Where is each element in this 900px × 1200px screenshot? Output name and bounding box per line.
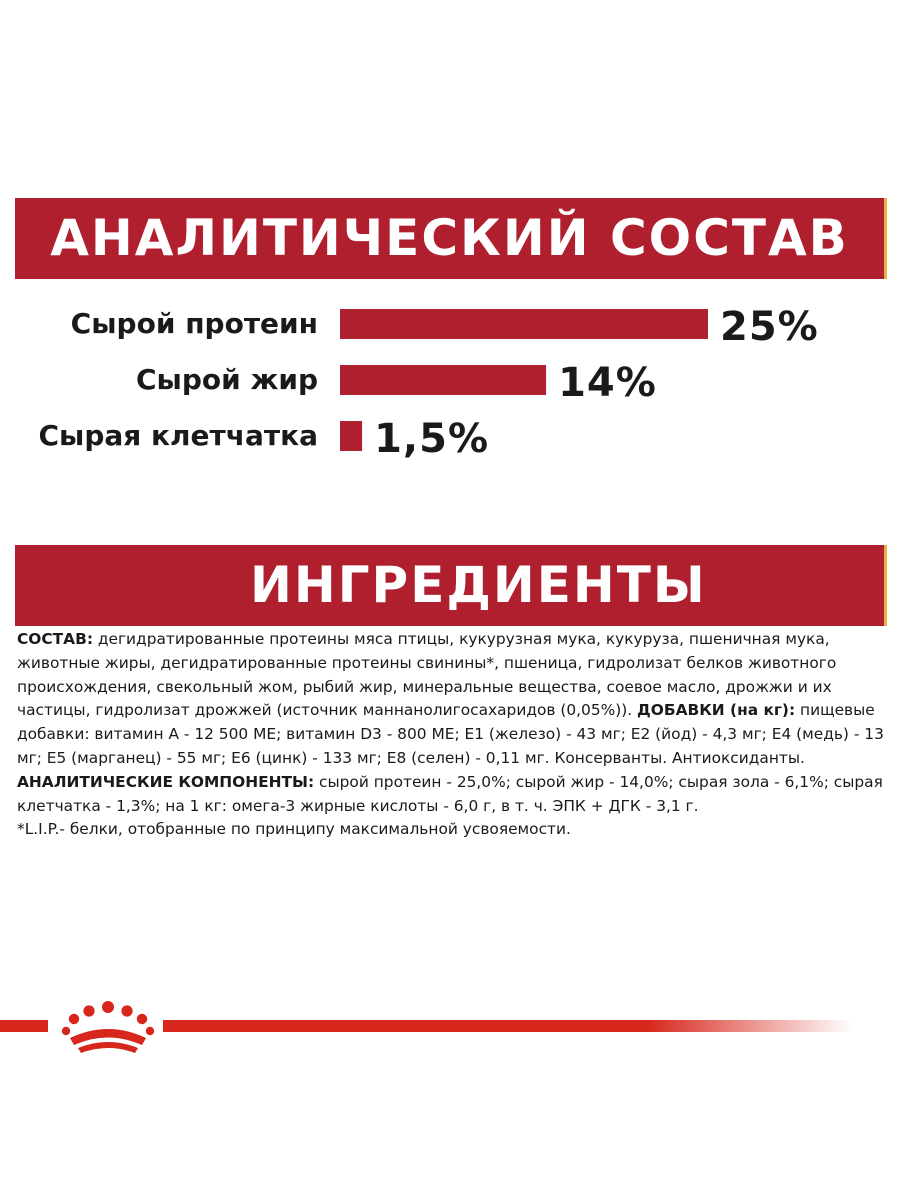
category-label-2: Сырой жир xyxy=(135,363,318,396)
additives-text: пищевые добавки: витамин А - 12 500 МЕ; витамин D3 - 800 МЕ; Е1 (железо) - 43 мг; Е2 (йод) - 4,3 мг; Е4 (медь) - 13 мг; Е5 (марганец) - 55 мг; Е6 (цинк) - 133 мг; Е8 (селен) - 0,11 мг. Консерванты. Антиоксиданты. xyxy=(17,701,884,767)
analysis-banner xyxy=(15,198,887,279)
composition-label: СОСТАВ: xyxy=(17,630,93,648)
composition-text: дегидратированные протеины мяса птицы, кукурузная мука, кукуруза, пшеничная мука, животные жиры, дегидратированные протеины свинины*, пшеница, гидролизат белков животного происхождения, свекольный жом, рыбий жир, минеральные вещества, соевое масло, дрожжи и их частицы, гидролизат дрожжей (источник маннанолигосахаридов (0,05%)). xyxy=(17,630,837,720)
bar-2 xyxy=(340,365,546,395)
ingredients-title: ИНГРЕДИЕНТЫ xyxy=(250,556,707,614)
value-label-3: 1,5% xyxy=(374,416,490,462)
additives-label: ДОБАВКИ (на кг): xyxy=(637,701,796,720)
components-text: сырой протеин - 25,0%; сырой жир - 14,0%; сырая зола - 6,1%; сырая клетчатка - 1,3%; на 1 кг: омега-3 жирные кислоты - 6,0 г, в т. ч. ЭПК + ДГК - 3,1 г. xyxy=(17,772,883,815)
brand-line-right xyxy=(163,1020,853,1032)
crown-icon xyxy=(58,998,158,1058)
ingredients-text xyxy=(17,628,887,842)
components-label: АНАЛИТИЧЕСКИЕ КОМПОНЕНТЫ: xyxy=(17,772,315,791)
footnote: *L.I.P.- белки, отобранные по принципу максимальной усвояемости. xyxy=(17,820,571,839)
category-label-1: Сырой протеин xyxy=(70,307,318,340)
value-label-2: 14% xyxy=(558,360,657,406)
bar-3 xyxy=(340,421,362,451)
brand-line-left xyxy=(0,1020,48,1032)
ingredients-banner xyxy=(15,545,887,626)
category-label-3: Сырая клетчатка xyxy=(38,419,318,452)
analysis-chart xyxy=(0,290,900,480)
bar-1 xyxy=(340,309,708,339)
value-label-1: 25% xyxy=(720,304,819,350)
footer-brand-line xyxy=(0,998,900,1058)
analysis-title: АНАЛИТИЧЕСКИЙ СОСТАВ xyxy=(50,209,849,267)
ingredients-paragraph xyxy=(17,628,887,818)
